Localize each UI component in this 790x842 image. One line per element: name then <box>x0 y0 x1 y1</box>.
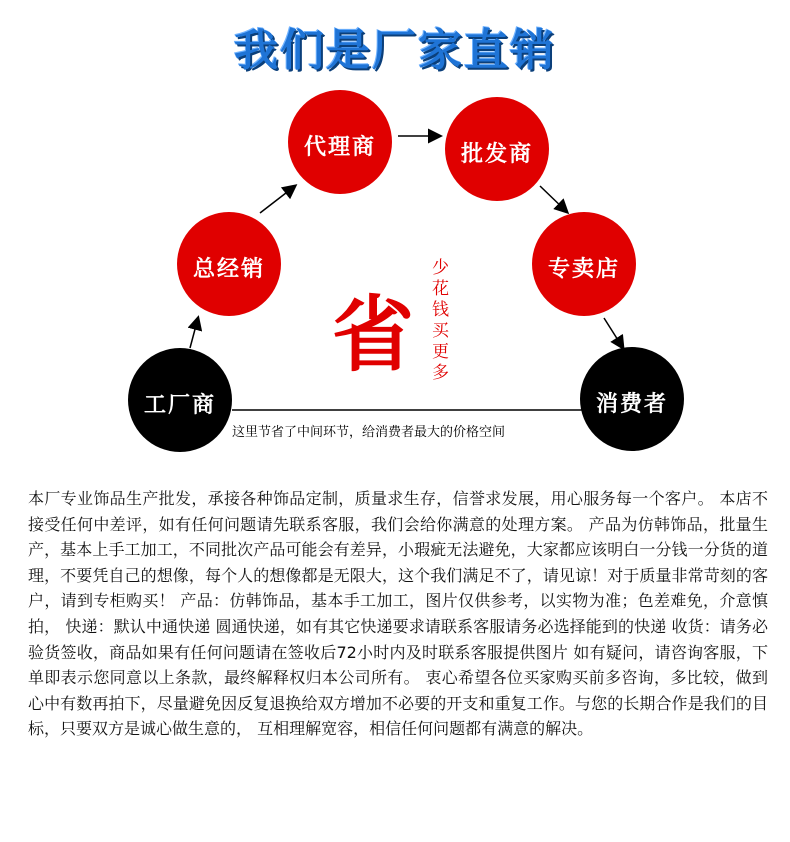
arrow-general-to-agent <box>260 186 295 213</box>
arrow-store-to-consumer <box>604 318 623 348</box>
shop-policy-text: 本厂专业饰品生产批发，承接各种饰品定制，质量求生存，信誉求发展，用心服务每一个客户。 本店不接受任何中差评，如有任何问题请先联系客服，我们会给你满意的处理方案。 产品为仿韩饰品，批量生产，基本上手工加工，不同批次产品可能会有差异，小瑕疵无法避免，大家都应该明白一分钱一分货的道理，不要凭自己的想像，每个人的想像都是无限大，这个我们满足不了，请见谅！对于质量非常苛刻的客户，请到专柜购买！ 产品：仿韩饰品，基本手工加工，图片仅供参考，以实物为准；色差难免，介意慎拍， 快递：默认中通快递 圆通快递，如有其它快递要求请联系客服请务必选择能到的快递 收货：请务必验货签收，商品如果有任何问题请在签收后72小时内及时联系客服提供图片 如有疑问，请咨询客服，下单即表示您同意以上条款，最终解释权归本公司所有。 衷心希望各位买家购买前多咨询，多比较，做到心中有数再拍下，尽量避免因反复退换给双方增加不必要的开支和重复工作。与您的长期合作是我们的目标，只要双方是诚心做生意的， 互相理解宽容，相信任何问题都有满意的解决。 <box>28 489 768 739</box>
page-title: 我们是厂家直销 <box>234 25 556 76</box>
center-character: 省 <box>332 287 415 383</box>
node-label-store: 专卖店 <box>547 257 620 282</box>
node-label-consumer: 消费者 <box>595 392 668 417</box>
slogan-vertical: 少花钱买更多 <box>432 258 449 383</box>
node-label-wholesale: 批发商 <box>460 142 533 167</box>
node-label-agent: 代理商 <box>303 135 376 160</box>
node-label-factory: 工厂商 <box>143 393 216 418</box>
bottom-note: 这里节省了中间环节，给消费者最大的价格空间 <box>232 425 506 440</box>
arrow-wholesale-to-store <box>540 186 567 212</box>
node-label-general-distributor: 总经销 <box>192 257 265 282</box>
arrow-factory-to-general <box>190 318 198 348</box>
